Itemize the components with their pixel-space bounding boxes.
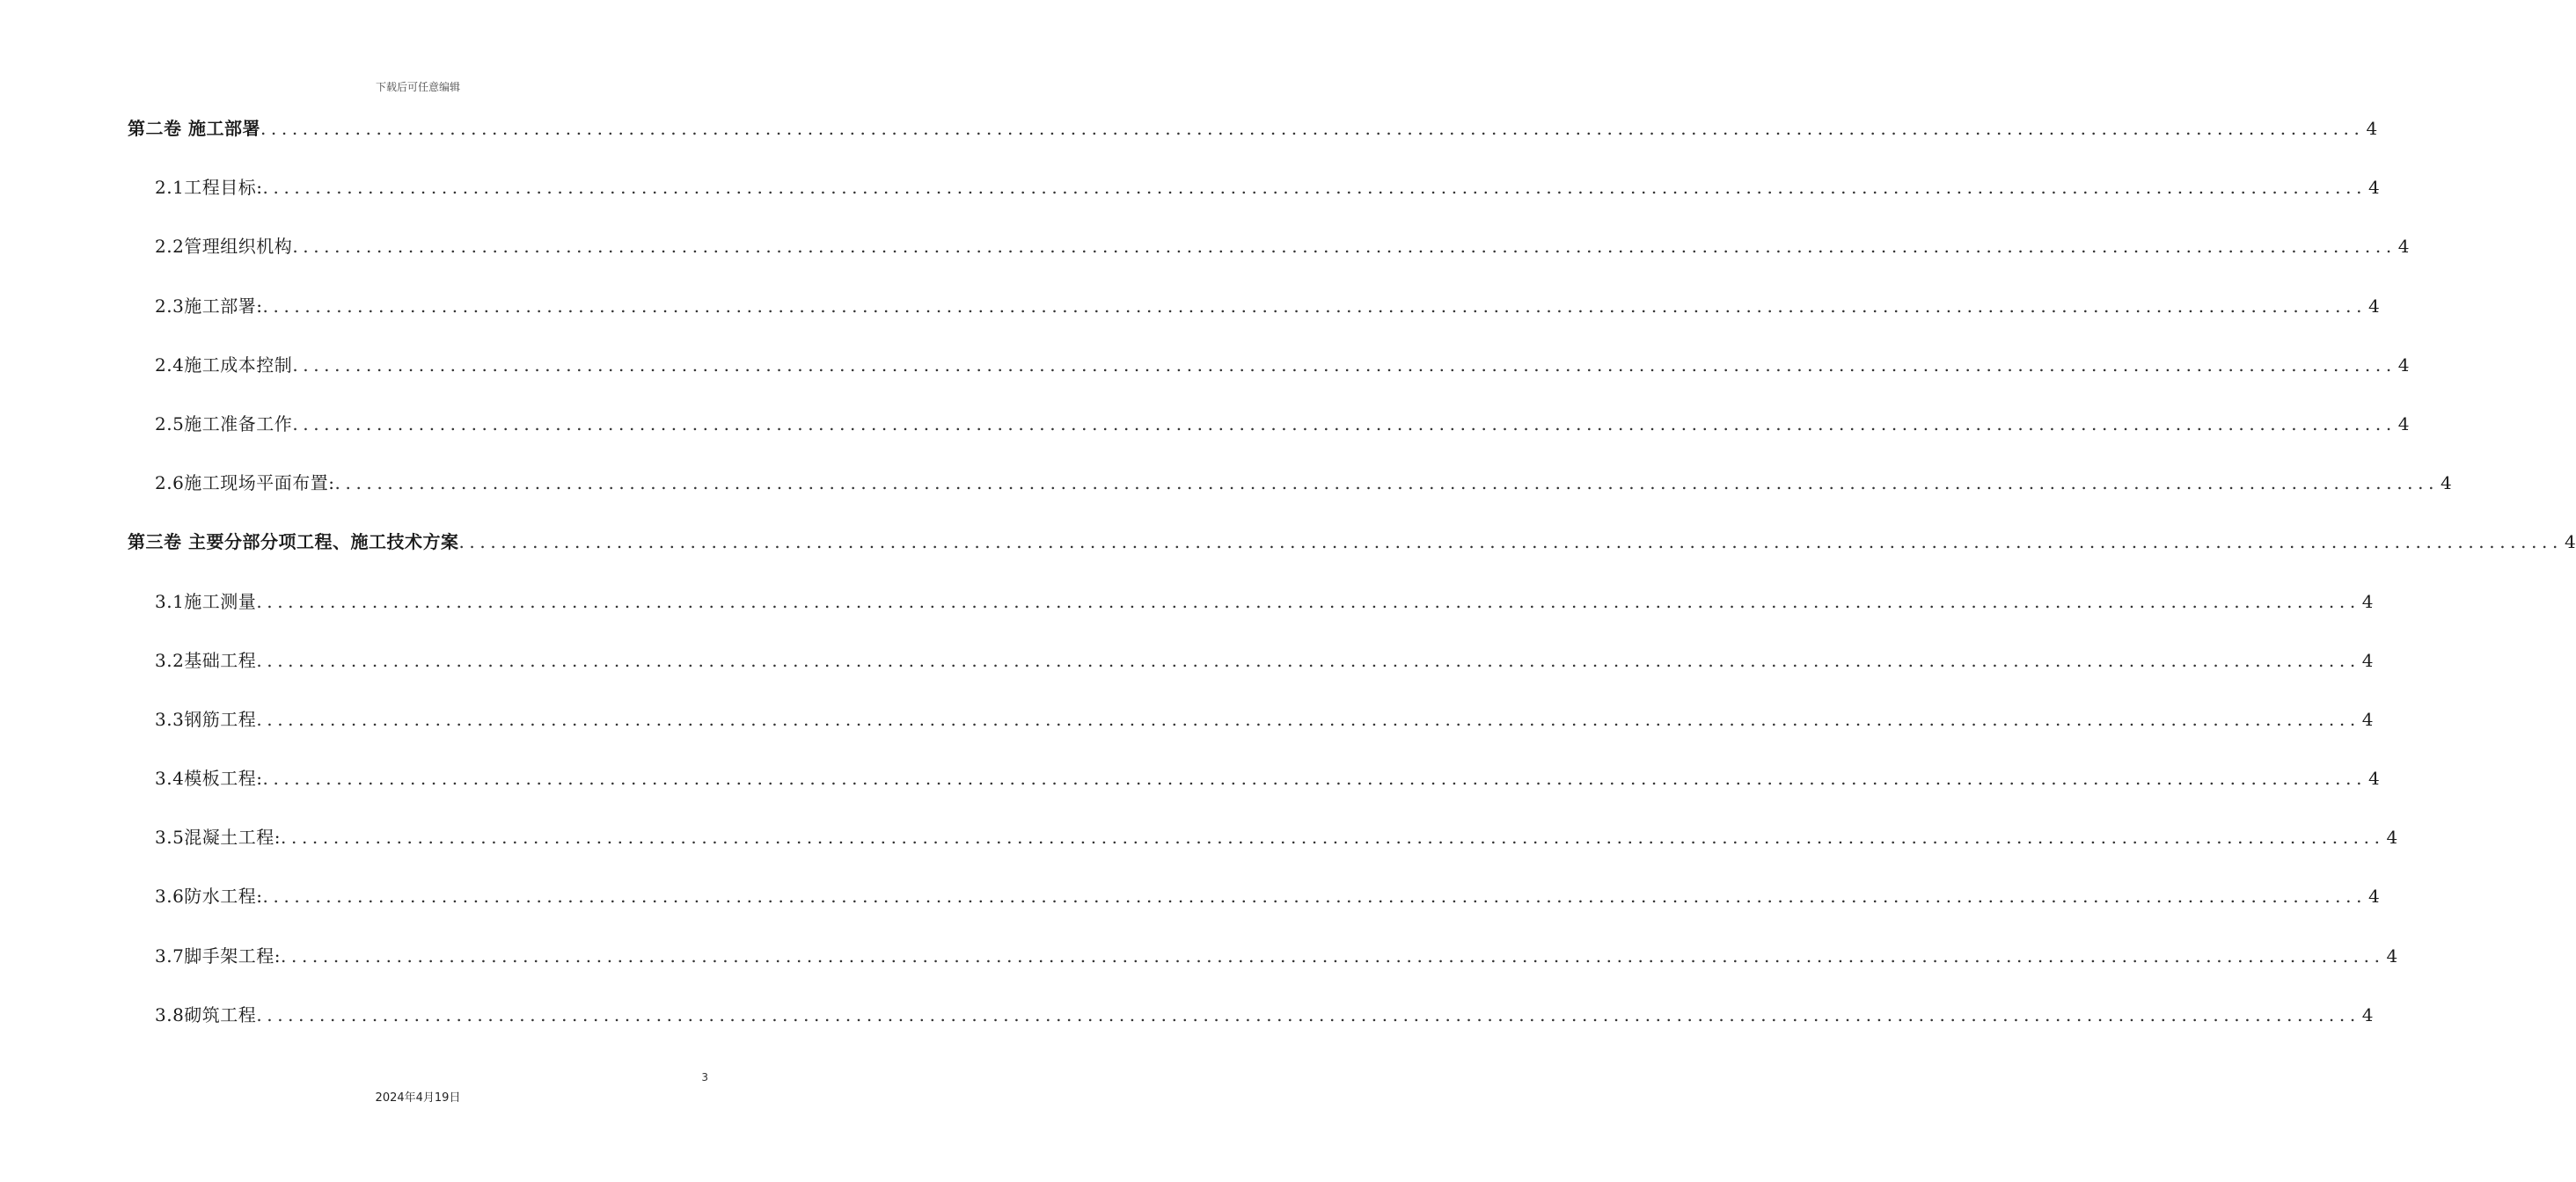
toc-entry-title: 3.3钢筋工程 [155,708,257,730]
toc-entry-line [155,1003,2374,1027]
toc-section-entry[interactable] [0,643,2374,702]
toc-page-number: 4 [2368,177,2380,199]
toc-dot-leader: ........................................................................................................................................................................................................ [334,472,2440,494]
toc-entry-line [155,471,2452,495]
toc-entry-title: 第二卷 施工部署 [128,118,260,139]
toc-entry-line [155,294,2380,318]
toc-dot-leader: ........................................................................................................................................................................................................ [262,886,2367,908]
toc-page-number: 4 [2386,827,2398,849]
toc-section-entry[interactable] [0,938,2398,997]
toc-entry-line [155,175,2380,200]
toc-section-entry[interactable] [0,820,2398,879]
toc-dot-leader: ........................................................................................................................................................................................................ [262,177,2367,199]
page-number: 3 [701,1071,708,1084]
toc-entry-title: 2.4施工成本控制 [155,354,293,376]
toc-entry-line [155,884,2380,908]
toc-entry-line [128,116,2378,141]
toc-page-number: 4 [2397,412,2410,434]
toc-entry-line [155,353,2410,377]
toc-section-entry[interactable] [0,347,2410,406]
toc-page-number: 4 [2361,1003,2374,1025]
toc-entry-title: 第三卷 主要分部分项工程、施工技术方案 [128,531,459,553]
toc-page-number: 4 [2361,708,2374,730]
toc-entry-line [155,648,2374,673]
toc-dot-leader: ........................................................................................................................................................................................................ [281,827,2385,849]
toc-entry-title: 3.7脚手架工程: [155,945,282,967]
toc-section-entry[interactable] [0,879,2380,938]
toc-entry-title: 3.2基础工程 [155,649,257,671]
toc-entry-title: 2.1工程目标: [155,177,263,199]
toc-section-entry[interactable] [0,229,2410,288]
toc-entry-line [155,944,2398,968]
toc-dot-leader: ........................................................................................................................................................................................................ [256,590,2360,612]
toc-page-number: 4 [2368,768,2380,790]
toc-section-entry[interactable] [0,465,2452,524]
toc-section-entry[interactable] [0,761,2380,820]
toc-dot-leader: ........................................................................................................................................................................................................ [292,412,2397,434]
toc-entry-title: 3.1施工测量 [155,590,257,612]
toc-dot-leader: ........................................................................................................................................................................................................ [256,1003,2360,1025]
toc-entry-title: 2.6施工现场平面布置: [155,472,335,494]
toc-entry-line [155,825,2398,850]
toc-dot-leader: ........................................................................................................................................................................................................ [260,118,2365,139]
toc-entry-line [155,707,2374,732]
toc-entry-line [128,529,2576,554]
toc-entry-line [155,234,2410,259]
toc-page-number: 4 [2361,649,2374,671]
toc-entry-title: 3.5混凝土工程: [155,827,282,849]
toc-section-entry[interactable] [0,584,2374,643]
toc-page-number: 4 [2368,886,2380,908]
toc-entry-title: 3.8砌筑工程 [155,1003,257,1025]
toc-section-entry[interactable] [0,406,2410,465]
toc-dot-leader: ........................................................................................................................................................................................................ [262,295,2367,317]
toc-page-number: 4 [2361,590,2374,612]
toc-page-number: 4 [2366,118,2378,139]
toc-page-number: 4 [2386,945,2398,967]
toc-dot-leader: ........................................................................................................................................................................................................ [262,768,2367,790]
toc-page-number: 4 [2368,295,2380,317]
table-of-contents [0,111,2576,1056]
toc-entry-title: 3.4模板工程: [155,768,263,790]
toc-chapter-entry[interactable] [0,111,2378,170]
toc-entry-title: 3.6防水工程: [155,886,263,908]
toc-dot-leader: ........................................................................................................................................................................................................ [292,236,2397,258]
toc-entry-line [155,589,2374,614]
toc-section-entry[interactable] [0,170,2380,229]
toc-dot-leader: ........................................................................................................................................................................................................ [281,945,2385,967]
toc-section-entry[interactable] [0,997,2374,1056]
toc-entry-title: 2.2管理组织机构 [155,236,293,258]
toc-dot-leader: ........................................................................................................................................................................................................ [256,649,2360,671]
toc-page-number: 4 [2441,472,2452,494]
toc-entry-line [155,766,2380,791]
toc-dot-leader: ........................................................................................................................................................................................................ [458,531,2563,553]
toc-page-number: 4 [2397,354,2410,376]
toc-dot-leader: ........................................................................................................................................................................................................ [292,354,2397,376]
toc-entry-line [155,412,2410,436]
toc-page-number: 4 [2564,531,2576,553]
toc-dot-leader: ........................................................................................................................................................................................................ [256,708,2360,730]
header-note: 下载后可任意编辑 [375,81,460,93]
toc-section-entry[interactable] [0,702,2374,761]
toc-chapter-entry[interactable] [0,524,2576,583]
toc-entry-title: 2.3施工部署: [155,295,263,317]
toc-section-entry[interactable] [0,288,2380,347]
toc-entry-title: 2.5施工准备工作 [155,412,293,434]
toc-page-number: 4 [2397,236,2410,258]
footer-date: 2024年4月19日 [375,1091,461,1105]
